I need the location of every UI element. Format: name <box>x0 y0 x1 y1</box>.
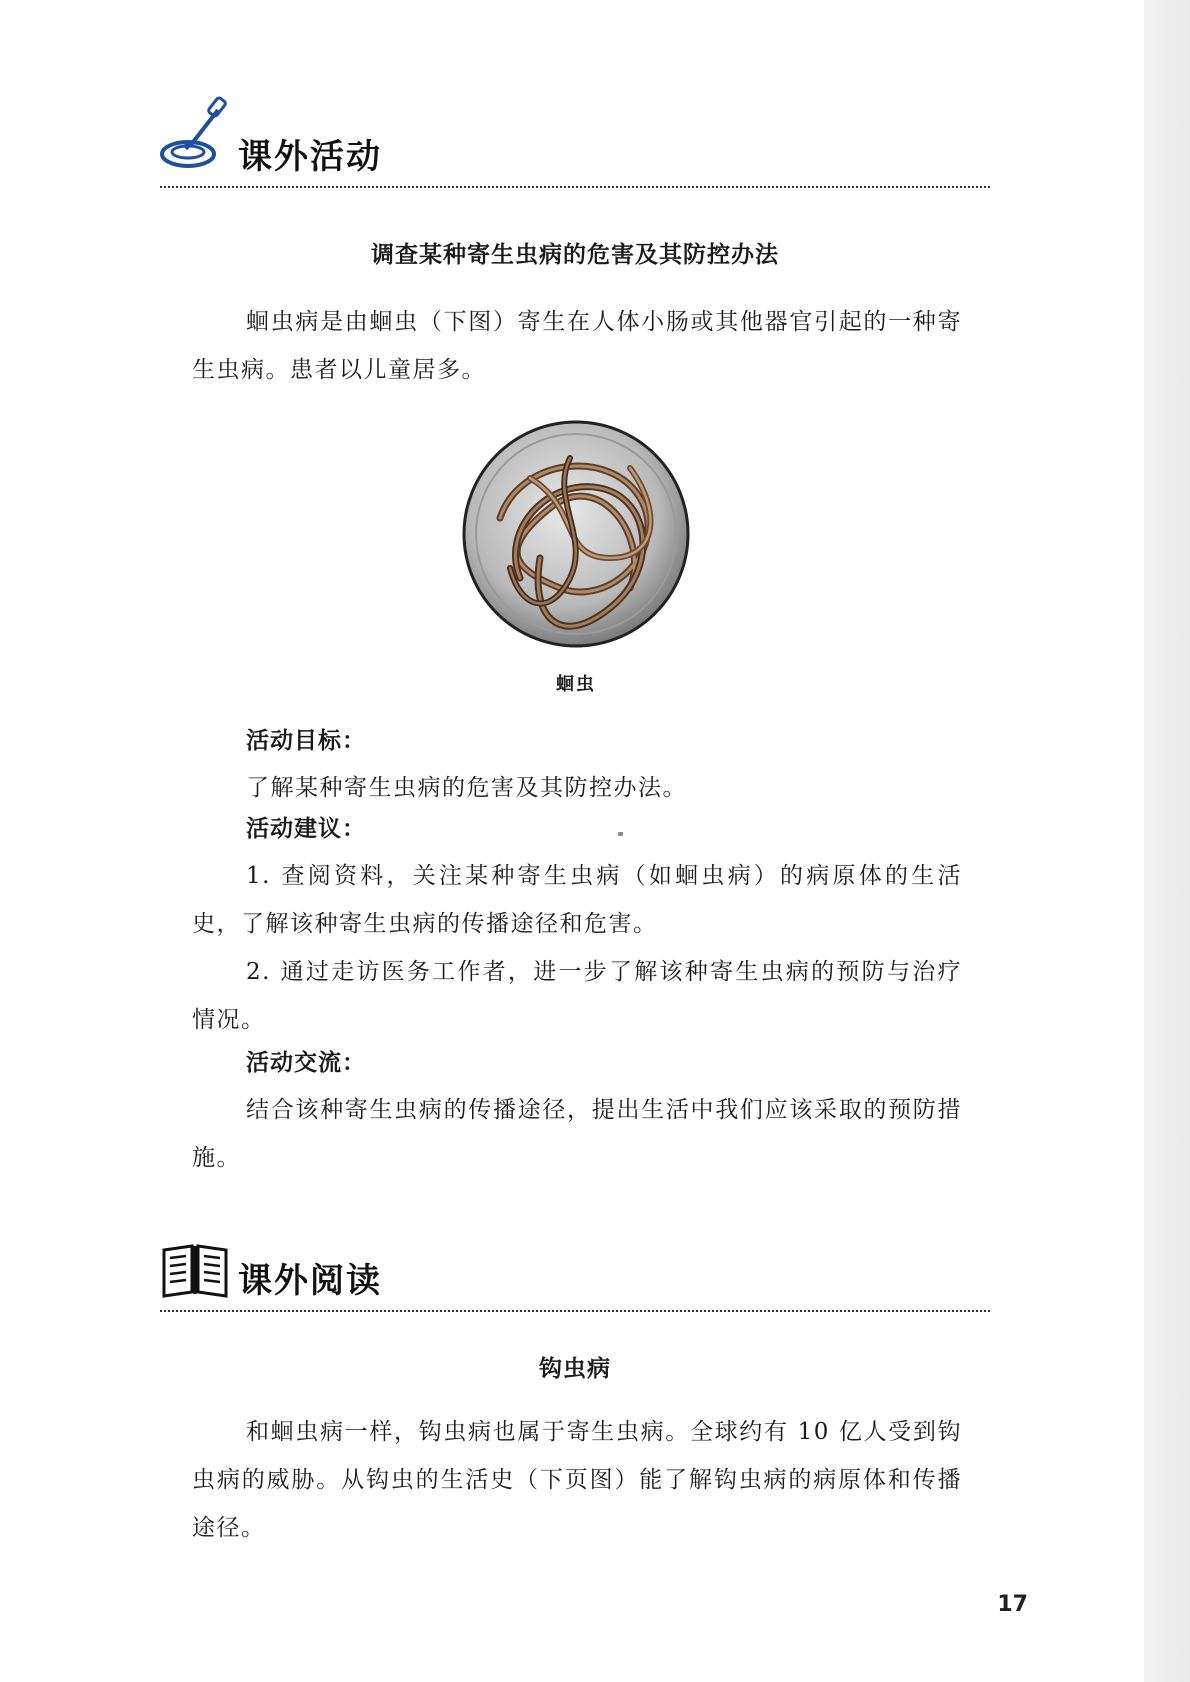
reading-section-title: 课外阅读 <box>238 1261 382 1301</box>
goal-label: 活动目标： <box>246 728 366 754</box>
reading-heading: 钩虫病 <box>539 1356 611 1382</box>
activity-intro-paragraph: 蛔虫病是由蛔虫（下图）寄生在人体小肠或其他器官引起的一种寄生虫病。患者以儿童居多。 <box>192 309 962 383</box>
exchange-text: 结合该种寄生虫病的传播途径，提出生活中我们应该采取的预防措施。 <box>192 1097 962 1171</box>
activity-section-title: 课外活动 <box>238 137 382 177</box>
activity-section-header <box>160 108 990 188</box>
activity-section-divider <box>160 186 990 188</box>
exchange-label: 活动交流： <box>246 1050 366 1076</box>
page-edge-shadow <box>1144 0 1190 1682</box>
reading-section-divider <box>160 1310 990 1312</box>
goal-text: 了解某种寄生虫病的危害及其防控办法。 <box>246 775 687 801</box>
roundworm-photo <box>460 418 692 650</box>
scan-speck <box>618 832 623 836</box>
reading-body-paragraph: 和蛔虫病一样，钩虫病也属于寄生虫病。全球约有 10 亿人受到钩虫病的威胁。从钩虫的生活史（下页图）能了解钩虫病的病原体和传播途径。 <box>192 1419 962 1541</box>
activity-heading: 调查某种寄生虫病的危害及其防控办法 <box>371 242 779 268</box>
page-number: 17 <box>997 1592 1028 1617</box>
figure-caption: 蛔虫 <box>556 674 596 695</box>
suggestion-label: 活动建议： <box>246 816 366 842</box>
reading-section-header <box>160 1232 990 1312</box>
suggestion-2: 2. 通过走访医务工作者，进一步了解该种寄生虫病的预防与治疗情况。 <box>192 959 962 1033</box>
dropper-dish-icon <box>160 96 230 174</box>
suggestion-1: 1. 查阅资料，关注某种寄生虫病（如蛔虫病）的病原体的生活史，了解该种寄生虫病的传播途径和危害。 <box>192 863 962 937</box>
open-book-icon <box>160 1242 230 1298</box>
